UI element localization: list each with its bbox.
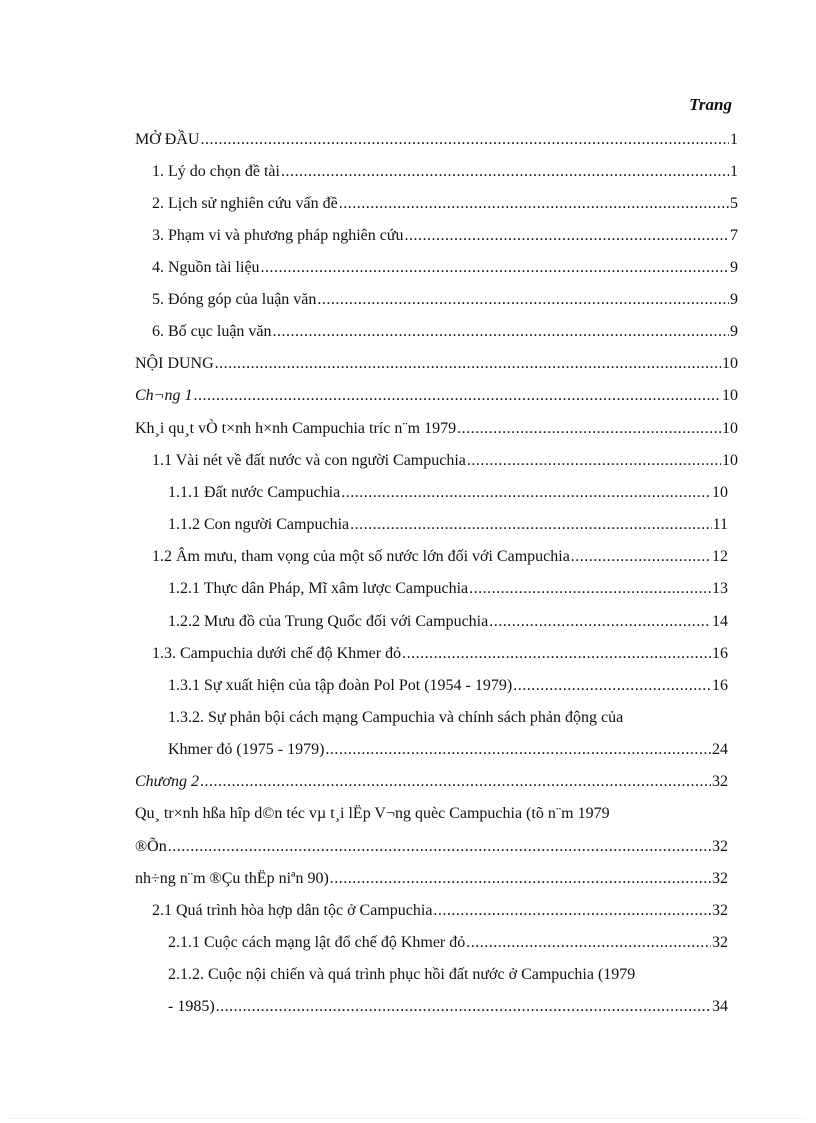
toc-label: 5. Đóng góp của luận văn bbox=[152, 291, 317, 308]
toc-entry-chapter-2[interactable] bbox=[135, 772, 728, 792]
toc-entry[interactable] bbox=[168, 483, 728, 503]
toc-page-number: 10 bbox=[722, 355, 738, 372]
dot-leader bbox=[350, 515, 711, 535]
toc-entry[interactable] bbox=[152, 194, 738, 214]
dot-leader bbox=[339, 194, 729, 214]
dot-leader bbox=[469, 579, 711, 599]
toc-entry[interactable] bbox=[168, 612, 728, 632]
toc-page-number: 32 bbox=[712, 838, 728, 855]
toc-label: 1.2 Âm mưu, tham vọng của một số nước lớn đối với Campuchia bbox=[152, 548, 570, 565]
toc-page-number: 11 bbox=[712, 516, 728, 533]
toc-label: MỞ ĐẦU bbox=[135, 131, 200, 148]
dot-leader bbox=[405, 226, 729, 246]
toc-page-number: 10 bbox=[722, 387, 738, 404]
dot-leader bbox=[433, 901, 711, 921]
toc-label: ®Õn bbox=[135, 838, 167, 855]
toc-page-number: 14 bbox=[712, 613, 728, 630]
toc-entry[interactable] bbox=[168, 676, 728, 696]
toc-entry-mo-dau[interactable] bbox=[135, 130, 738, 150]
toc-page-number: 7 bbox=[730, 227, 738, 244]
toc-label: 1.2.2 Mưu đồ của Trung Quốc đối với Campuchia bbox=[168, 613, 489, 630]
dot-leader bbox=[261, 258, 729, 278]
toc-label: Khmer đỏ (1975 - 1979) bbox=[168, 741, 325, 758]
page-bottom-border bbox=[10, 1118, 806, 1119]
dot-leader bbox=[317, 290, 729, 310]
toc-entry-chapter-1[interactable] bbox=[135, 386, 738, 406]
toc-page-number: 13 bbox=[712, 580, 728, 597]
dot-leader bbox=[193, 386, 721, 406]
toc-page-number: 12 bbox=[712, 548, 728, 565]
toc-entry[interactable] bbox=[168, 933, 728, 953]
toc-page-number: 9 bbox=[730, 323, 738, 340]
toc-label: NỘI DUNG bbox=[135, 355, 214, 372]
toc-label: 1. Lý do chọn đề tài bbox=[152, 163, 280, 180]
toc-page-number: 32 bbox=[712, 870, 728, 887]
toc-page-number: 32 bbox=[712, 773, 728, 790]
toc-entry[interactable] bbox=[152, 226, 738, 246]
dot-leader bbox=[489, 612, 711, 632]
dot-leader bbox=[200, 772, 711, 792]
toc-label: 1.1.1 Đất nước Campuchia bbox=[168, 484, 341, 501]
toc-label: 2. Lịch sử nghiên cứu vấn đề bbox=[152, 195, 338, 212]
toc-entry[interactable] bbox=[152, 901, 728, 921]
dot-leader bbox=[273, 322, 729, 342]
toc-entry-noi-dung[interactable] bbox=[135, 354, 738, 374]
toc-page-number: 9 bbox=[730, 291, 738, 308]
dot-leader bbox=[571, 547, 711, 567]
toc-label: 4. Nguồn tài liệu bbox=[152, 259, 260, 276]
toc-label: 3. Phạm vi và phương pháp nghiên cứu bbox=[152, 227, 404, 244]
toc-page-number: 34 bbox=[712, 998, 728, 1015]
dot-leader bbox=[200, 130, 729, 150]
toc-entry[interactable] bbox=[152, 290, 738, 310]
dot-leader bbox=[216, 997, 711, 1017]
toc-label: 2.1 Quá trình hòa hợp dân tộc ở Campuchia bbox=[152, 902, 433, 919]
toc-entry[interactable] bbox=[152, 644, 728, 664]
dot-leader bbox=[325, 740, 711, 760]
toc-label: 1.3. Campuchia dưới chế độ Khmer đỏ bbox=[152, 645, 402, 662]
toc-label: 2.1.1 Cuộc cách mạng lật đổ chế độ Khmer đỏ bbox=[168, 934, 466, 951]
dot-leader bbox=[457, 419, 721, 439]
toc-page-number: 10 bbox=[722, 452, 738, 469]
toc-label: nh÷ng n¨m ®Çu thËp niªn 90) bbox=[135, 870, 329, 887]
toc-entry[interactable] bbox=[168, 997, 728, 1017]
toc-page-number: 32 bbox=[712, 902, 728, 919]
toc-entry-line[interactable]: Qu¸ tr×nh hßa hîp d©n téc vµ t¸i lËp V¬ng quèc Campuchia (tõ n¨m 1979 bbox=[135, 805, 610, 822]
toc-entry[interactable] bbox=[152, 258, 738, 278]
toc-label: Kh¸i qu¸t vÒ t×nh h×nh Campuchia tríc n¨m 1979 bbox=[135, 420, 457, 437]
dot-leader bbox=[341, 483, 711, 503]
dot-leader bbox=[466, 933, 711, 953]
toc-label: 1.2.1 Thực dân Pháp, Mĩ xâm lược Campuchia bbox=[168, 580, 469, 597]
toc-label: - 1985) bbox=[168, 998, 215, 1015]
toc-label: 1.1.2 Con người Campuchia bbox=[168, 516, 350, 533]
toc-label: Ch¬ng 1 bbox=[135, 387, 193, 404]
toc-entry-line[interactable]: 1.3.2. Sự phản bội cách mạng Campuchia và chính sách phản động của bbox=[168, 709, 624, 726]
toc-page-number: 9 bbox=[730, 259, 738, 276]
toc-entry-line[interactable]: 2.1.2. Cuộc nội chiến và quá trình phục hồi đất nước ở Campuchia (1979 bbox=[168, 966, 636, 983]
dot-leader bbox=[215, 354, 721, 374]
dot-leader bbox=[281, 162, 729, 182]
page-column-header: Trang bbox=[689, 95, 732, 114]
toc-entry[interactable] bbox=[152, 162, 738, 182]
dot-leader bbox=[513, 676, 711, 696]
toc-entry[interactable] bbox=[152, 322, 738, 342]
toc-page-number: 1 bbox=[730, 163, 738, 180]
toc-label: Chương 2 bbox=[135, 773, 199, 790]
toc-page-number: 16 bbox=[712, 677, 728, 694]
toc-entry[interactable] bbox=[168, 579, 728, 599]
toc-entry[interactable] bbox=[152, 451, 738, 471]
toc-page-number: 5 bbox=[730, 195, 738, 212]
dot-leader bbox=[168, 837, 711, 857]
toc-page-number: 24 bbox=[712, 741, 728, 758]
toc-entry[interactable] bbox=[168, 515, 728, 535]
toc-page-number: 32 bbox=[712, 934, 728, 951]
toc-entry[interactable] bbox=[168, 740, 728, 760]
toc-label: 6. Bố cục luận văn bbox=[152, 323, 272, 340]
toc-page-number: 10 bbox=[712, 484, 728, 501]
toc-label: 1.3.1 Sự xuất hiện của tập đoàn Pol Pot (1954 - 1979) bbox=[168, 677, 513, 694]
toc-entry[interactable] bbox=[135, 837, 728, 857]
toc-entry[interactable] bbox=[135, 869, 728, 889]
toc-page-number: 10 bbox=[722, 420, 738, 437]
dot-leader bbox=[330, 869, 711, 889]
toc-page-number: 1 bbox=[730, 131, 738, 148]
toc-page-number: 16 bbox=[712, 645, 728, 662]
toc-entry-chapter-1-title[interactable] bbox=[135, 419, 738, 439]
dot-leader bbox=[402, 644, 711, 664]
dot-leader bbox=[467, 451, 721, 471]
toc-label: 1.1 Vài nét về đất nước và con người Campuchia bbox=[152, 452, 466, 469]
toc-entry[interactable] bbox=[152, 547, 728, 567]
